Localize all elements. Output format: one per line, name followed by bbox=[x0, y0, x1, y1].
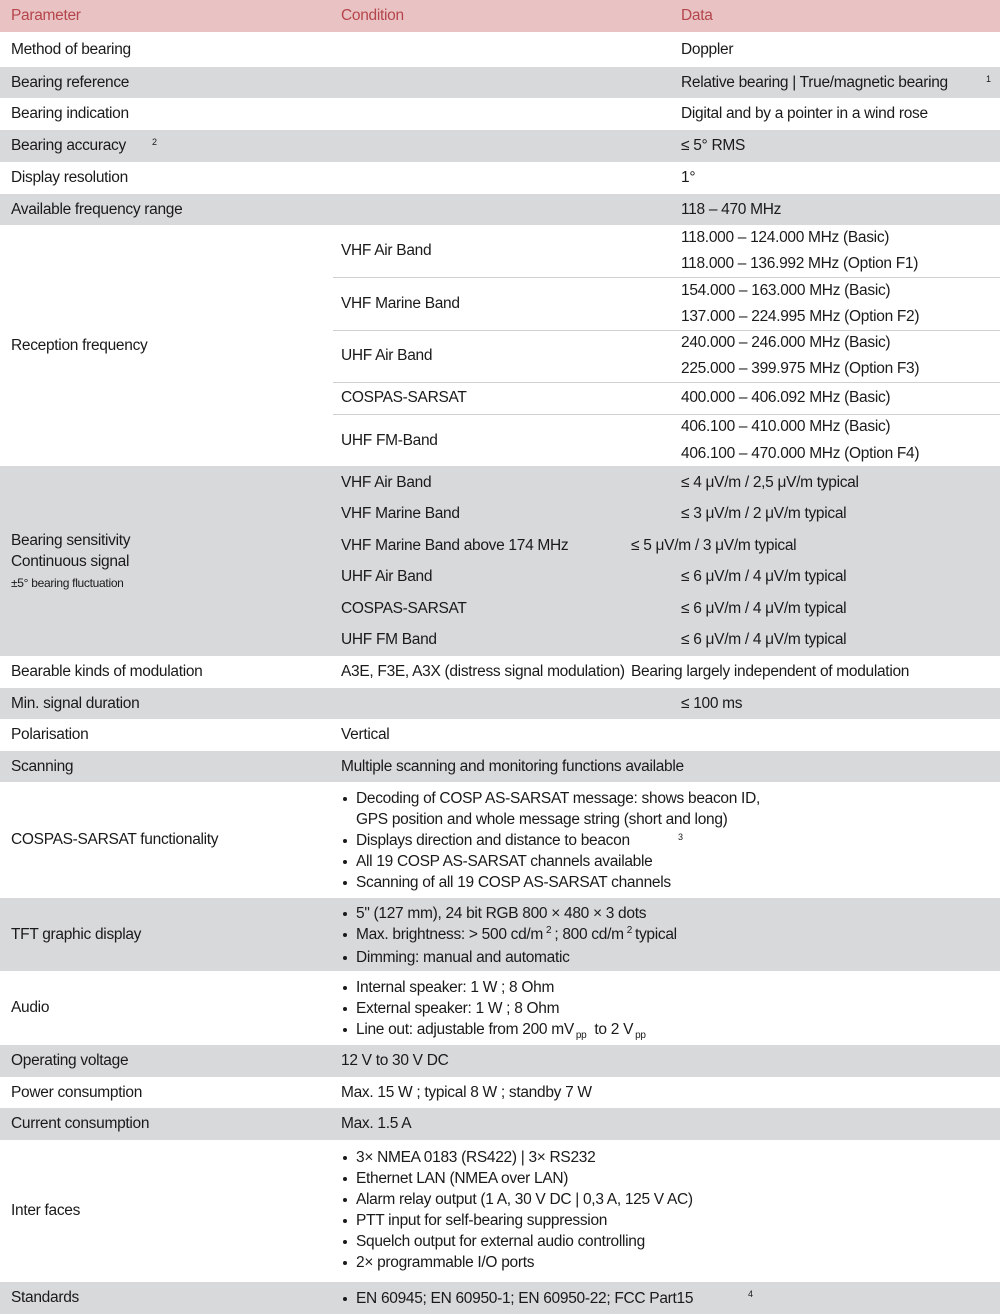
data-value: ≤ 5 μV/m / 3 μV/m typical bbox=[631, 537, 797, 554]
header-condition: Condition bbox=[341, 7, 404, 24]
condition-label: A3E, F3E, A3X (distress signal modulation) bbox=[341, 663, 625, 680]
table-row-reception-frequency bbox=[0, 225, 1000, 466]
feature-list bbox=[341, 903, 677, 968]
condition-label: Max. 1.5 A bbox=[341, 1115, 412, 1132]
param-label: Min. signal duration bbox=[11, 695, 140, 712]
data-value: ≤ 6 μV/m / 4 μV/m typical bbox=[681, 631, 847, 648]
header-parameter: Parameter bbox=[11, 7, 81, 24]
bullet-icon bbox=[343, 1156, 347, 1160]
table-row bbox=[0, 1282, 1000, 1314]
table-row bbox=[0, 688, 1000, 719]
param-label: Standards bbox=[11, 1289, 79, 1306]
list-item: Alarm relay output (1 A, 30 V DC | 0,3 A, 125 V AC) bbox=[341, 1189, 693, 1210]
param-label: Polarisation bbox=[11, 726, 89, 743]
condition-label: UHF FM-Band bbox=[341, 432, 438, 449]
header-data: Data bbox=[681, 7, 713, 24]
list-item: Internal speaker: 1 W ; 8 Ohm bbox=[341, 977, 646, 998]
param-label: Scanning bbox=[11, 758, 74, 775]
param-label: Operating voltage bbox=[11, 1052, 129, 1069]
bullet-icon bbox=[343, 881, 347, 885]
table-row bbox=[0, 98, 1000, 130]
bullet-icon bbox=[343, 1007, 347, 1011]
list-item: Scanning of all 19 COSP AS-SARSAT channels bbox=[341, 872, 760, 893]
footnote-marker: 3 bbox=[678, 832, 684, 842]
condition-label: UHF FM Band bbox=[341, 631, 437, 648]
list-item-continuation: GPS position and whole message string (short and long) bbox=[356, 811, 728, 828]
row-divider bbox=[333, 382, 1000, 383]
feature-list bbox=[341, 788, 760, 893]
list-item: 3× NMEA 0183 (RS422) | 3× RS232 bbox=[341, 1147, 693, 1168]
param-label: Method of bearing bbox=[11, 41, 131, 58]
list-item: Displays direction and distance to beacon bbox=[341, 830, 760, 851]
bullet-icon bbox=[343, 956, 347, 960]
param-label: Audio bbox=[11, 999, 50, 1016]
data-value: ≤ 3 μV/m / 2 μV/m typical bbox=[681, 505, 847, 522]
table-row bbox=[0, 130, 1000, 162]
bullet-icon bbox=[343, 1297, 347, 1301]
data-value: 240.000 – 246.000 MHz (Basic) bbox=[681, 334, 891, 351]
table-row bbox=[0, 751, 1000, 782]
data-value: 118 – 470 MHz bbox=[681, 201, 782, 218]
table-row-audio bbox=[0, 971, 1000, 1045]
data-value: 225.000 – 399.975 MHz (Option F3) bbox=[681, 360, 920, 377]
table-row bbox=[0, 656, 1000, 688]
table-row-cospas bbox=[0, 782, 1000, 898]
table-row bbox=[0, 1045, 1000, 1077]
bullet-icon bbox=[343, 1177, 347, 1181]
param-label: Inter faces bbox=[11, 1202, 81, 1219]
param-label: Continuous signal bbox=[11, 553, 130, 570]
data-value: Doppler bbox=[681, 41, 734, 58]
param-label: Power consumption bbox=[11, 1084, 143, 1101]
list-item: External speaker: 1 W ; 8 Ohm bbox=[341, 998, 646, 1019]
condition-label: VHF Marine Band above 174 MHz bbox=[341, 537, 569, 554]
condition-label: VHF Air Band bbox=[341, 474, 432, 491]
list-item: Line out: adjustable from 200 mV $_{pp}$ to 2 V $_{pp}$ bbox=[341, 1019, 646, 1042]
condition-label: VHF Marine Band bbox=[341, 295, 460, 312]
param-label: Reception frequency bbox=[11, 337, 148, 354]
row-divider bbox=[333, 414, 1000, 415]
param-label: COSPAS-SARSAT functionality bbox=[11, 831, 219, 848]
bullet-icon bbox=[343, 912, 347, 916]
data-value: ≤ 100 ms bbox=[681, 695, 743, 712]
table-row bbox=[0, 67, 1000, 98]
feature-list bbox=[341, 977, 646, 1042]
data-value: ≤ 4 μV/m / 2,5 μV/m typical bbox=[681, 474, 859, 491]
bullet-icon bbox=[343, 839, 347, 843]
data-value: 154.000 – 163.000 MHz (Basic) bbox=[681, 282, 891, 299]
footnote-marker: 1 bbox=[986, 74, 992, 84]
list-item: EN 60945; EN 60950-1; EN 60950-22; FCC Part15 bbox=[341, 1288, 693, 1309]
data-value: 400.000 – 406.092 MHz (Basic) bbox=[681, 389, 891, 406]
data-value: 406.100 – 470.000 MHz (Option F4) bbox=[681, 445, 920, 462]
list-item: Max. brightness: > 500 cd/m $^2$ ; 800 cd/m $^2$ typical bbox=[341, 924, 677, 947]
condition-label: COSPAS-SARSAT bbox=[341, 389, 467, 406]
footnote-marker: 2 bbox=[152, 137, 158, 147]
list-item: Ethernet LAN (NMEA over LAN) bbox=[341, 1168, 693, 1189]
table-row bbox=[0, 194, 1000, 225]
table-row-bearing-sensitivity bbox=[0, 466, 1000, 656]
param-label: Bearing sensitivity bbox=[11, 532, 131, 549]
condition-label: Vertical bbox=[341, 726, 390, 743]
param-label: TFT graphic display bbox=[11, 926, 142, 943]
table-row bbox=[0, 719, 1000, 751]
param-note: ±5° bearing fluctuation bbox=[11, 576, 124, 590]
bullet-icon bbox=[343, 797, 347, 801]
bullet-icon bbox=[343, 1261, 347, 1265]
param-label: Display resolution bbox=[11, 169, 128, 186]
data-value: 118.000 – 124.000 MHz (Basic) bbox=[681, 229, 890, 246]
footnote-marker: 4 bbox=[748, 1289, 754, 1299]
param-label: Bearable kinds of modulation bbox=[11, 663, 203, 680]
condition-label: UHF Air Band bbox=[341, 568, 433, 585]
data-value: 1° bbox=[681, 169, 696, 186]
data-value: 118.000 – 136.992 MHz (Option F1) bbox=[681, 255, 919, 272]
param-label: Bearing accuracy bbox=[11, 137, 126, 154]
list-item: 5" (127 mm), 24 bit RGB 800 × 480 × 3 dots bbox=[341, 903, 677, 924]
condition-label: 12 V to 30 V DC bbox=[341, 1052, 449, 1069]
table-row-interfaces bbox=[0, 1140, 1000, 1282]
condition-label: COSPAS-SARSAT bbox=[341, 600, 467, 617]
data-value: ≤ 5° RMS bbox=[681, 137, 745, 154]
data-value: 406.100 – 410.000 MHz (Basic) bbox=[681, 418, 891, 435]
list-item: PTT input for self-bearing suppression bbox=[341, 1210, 693, 1231]
bullet-icon bbox=[343, 1028, 347, 1032]
condition-label: Max. 15 W ; typical 8 W ; standby 7 W bbox=[341, 1084, 592, 1101]
bullet-icon bbox=[343, 1219, 347, 1223]
list-item: Decoding of COSP AS-SARSAT message: shows beacon ID, bbox=[341, 788, 760, 809]
list-item: Dimming: manual and automatic bbox=[341, 947, 677, 968]
table-header bbox=[0, 0, 1000, 32]
condition-label: VHF Air Band bbox=[341, 242, 432, 259]
list-item: Squelch output for external audio controlling bbox=[341, 1231, 693, 1252]
param-label: Bearing reference bbox=[11, 74, 130, 91]
param-label: Bearing indication bbox=[11, 105, 129, 122]
row-divider bbox=[333, 330, 1000, 331]
data-value: Bearing largely independent of modulation bbox=[631, 663, 910, 680]
feature-list bbox=[341, 1288, 693, 1309]
list-item: 2× programmable I/O ports bbox=[341, 1252, 693, 1273]
bullet-icon bbox=[343, 1240, 347, 1244]
list-item: All 19 COSP AS-SARSAT channels available bbox=[341, 851, 760, 872]
data-value: Digital and by a pointer in a wind rose bbox=[681, 105, 928, 122]
bullet-icon bbox=[343, 933, 347, 937]
condition-label: Multiple scanning and monitoring functions available bbox=[341, 758, 684, 775]
param-label: Available frequency range bbox=[11, 201, 183, 218]
data-value: Relative bearing | True/magnetic bearing bbox=[681, 74, 948, 91]
bullet-icon bbox=[343, 1198, 347, 1202]
row-divider bbox=[333, 277, 1000, 278]
table-row-tft bbox=[0, 898, 1000, 971]
table-row bbox=[0, 32, 1000, 67]
data-value: ≤ 6 μV/m / 4 μV/m typical bbox=[681, 568, 847, 585]
condition-label: UHF Air Band bbox=[341, 347, 433, 364]
data-value: 137.000 – 224.995 MHz (Option F2) bbox=[681, 308, 920, 325]
param-label: Current consumption bbox=[11, 1115, 150, 1132]
table-row bbox=[0, 1108, 1000, 1140]
bullet-icon bbox=[343, 860, 347, 864]
feature-list bbox=[341, 1147, 693, 1273]
condition-label: VHF Marine Band bbox=[341, 505, 460, 522]
table-row bbox=[0, 1077, 1000, 1108]
data-value: ≤ 6 μV/m / 4 μV/m typical bbox=[681, 600, 847, 617]
bullet-icon bbox=[343, 986, 347, 990]
table-row bbox=[0, 162, 1000, 194]
